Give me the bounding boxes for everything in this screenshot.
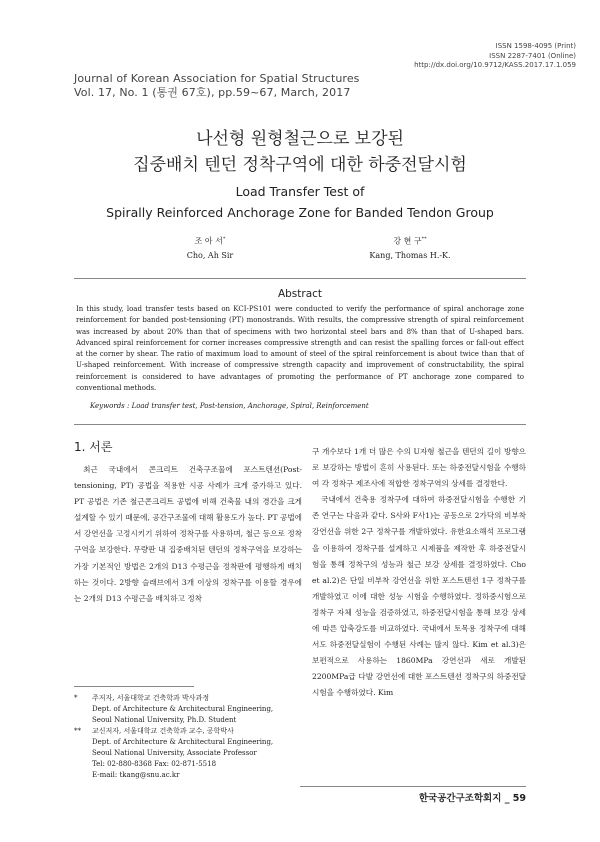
author-1-mark: * — [222, 236, 226, 242]
footnote-2 — [74, 726, 314, 781]
footnote-2-email[interactable]: E-mail: tkang@snu.ac.kr — [92, 771, 180, 779]
keywords: Keywords : Load transfer test, Post-tension, Anchorage, Spiral, Reinforcement — [90, 402, 369, 410]
footnote-1-line: Dept. of Architecture & Architectural Engineering, — [92, 705, 274, 713]
section-heading: 1. 서론 — [74, 440, 113, 454]
issn-block — [414, 42, 576, 71]
footnote-1-line: 주저자, 서울대학교 건축학과 박사과정 — [92, 694, 210, 702]
title-korean-line1: 나선형 원형철근으로 보강된 — [196, 129, 404, 149]
abstract-heading: Abstract — [277, 288, 323, 300]
footnote-2-line: Dept. of Architecture & Architectural Engineering, — [92, 738, 274, 746]
author-2 — [310, 232, 510, 263]
footnote-2-line: Seoul National University, Associate Professor — [92, 749, 257, 757]
footnote-1 — [74, 693, 314, 726]
footnote-2-line: Tel: 02-880-8368 Fax: 02-871-5518 — [92, 760, 217, 768]
title-english-line2: Spirally Reinforced Anchorage Zone for Banded Tendon Group — [106, 205, 494, 220]
author-2-korean: 강 현 구 — [393, 236, 422, 246]
issn-print: ISSN 1598-4095 (Print) — [495, 42, 576, 50]
page-footer: 한국공간구조학회지 _ 59 — [418, 793, 526, 804]
abstract-text: In this study, load transfer tests based on KCI-PS101 were conducted to verify the performance of spiral anchorage zone reinforcement for banded post-tensioning (PT) monostrands. With results, the compressive strength of spiral reinforcement was increased by about 20% than that of specimens with two horizontal steel bars and 8% than that of U-shaped bars. Advanced spiral reinforcement for corner increases compressive strength and can resist the spalling forces or fall-out effect at the corner by shear. The ratio of maximum load to amount of steel of the spiral reinforcement is about twice than that of U-shaped reinforcement. With increase of compressive strength capacity and improvement of constructability, the spiral reinforcement is considered to have advantages of promoting the performance of PT anchorage zone compared to conventional methods. — [76, 305, 524, 393]
right-column — [312, 444, 526, 702]
footnote-1-mark: * — [74, 694, 78, 702]
title-korean-line2: 집중배치 텐던 정착구역에 대한 하중전달시험 — [133, 155, 467, 175]
footnotes — [74, 693, 314, 781]
left-paragraph-1: 최근 국내에서 콘크리트 건축구조물에 포스트텐션(Post-tensioning, PT) 공법을 적용한 시공 사례가 크게 증가하고 있다. PT 공법은 기존 철근콘크리트 공법에 비해 건축물 내의 경간을 크게 설계할 수 있기 때문에, 공간구조물에 대해 활용도가 높다. PT 공법에서 강연선을 고정시키기 위하여 정착구를 사용하며, 철근 등으로 정착구역을 보강한다. 무량판 내 집중배치된 텐던의 정착구역을 보강하는 가장 기본적인 방법은 2개의 D13 수평근을 정착판에 평행하게 배치하는 것이다. 2방향 슬래브에서 3개 이상의 정착구를 이용할 경우에는 2개의 D13 수평근을 배치하고 정착 — [74, 465, 302, 603]
abstract-bottom-rule — [74, 424, 526, 425]
journal-volume: Vol. 17, No. 1 (통권 67호), pp.59~67, March, 2017 — [74, 86, 351, 99]
title-english-line1: Load Transfer Test of — [235, 184, 365, 199]
author-2-english: Kang, Thomas H.-K. — [369, 250, 451, 260]
journal-header — [74, 72, 360, 100]
footnote-rule — [74, 686, 194, 687]
footnote-2-line: 교신저자, 서울대학교 건축학과 교수, 공학박사 — [92, 727, 234, 735]
right-paragraph-2: 국내에서 건축용 정착구에 대하여 하중전달시험을 수행한 기존 연구는 다음과 같다. S사와 F사1)는 공동으로 2가닥의 비부착 강연선을 위한 2구 정착구를 개발하였다. 유한요소해석 프로그램을 이용하여 정착구를 설계하고 시제품을 제작한 후 하중전달시험을 통해 정착구의 성능과 철근 보강 상세를 결정하였다. Cho et al.2)은 단일 비부착 강연선을 위한 포스트텐션 1구 정착구를 개발하였고 이에 대한 성능 시험을 수행하였다. 정하중시험으로 정착구 자체 성능을 검증하였고, 하중전달시험을 통해 보강 상세에 따른 압축강도를 비교하였다. 국내에서 토목용 정착구에 대해서도 하중전달실험이 수행된 사례는 많지 않다. Kim et al.3)은 보편적으로 사용하는 1860MPa 강연선과 새로 개발된 2200MPa급 다발 강연선에 대한 포스트텐션 정착구의 하중전달시험을 수행하였다. Kim — [312, 495, 526, 698]
author-2-mark: ** — [421, 236, 427, 242]
doi-link[interactable]: http://dx.doi.org/10.9712/KASS.2017.17.1.059 — [414, 61, 576, 69]
journal-name: Journal of Korean Association for Spatial Structures — [74, 72, 360, 85]
footer-rule — [300, 786, 526, 787]
author-1-korean: 조 아 서 — [194, 236, 223, 246]
right-paragraph-1: 구 개수보다 1개 더 많은 수의 U자형 철근을 텐던의 길이 방향으로 보강하는 방법이 흔히 사용된다. 또는 하중전달시험을 수행하여 각 정착구 제조사에 적합한 정착구역의 상세를 결정한다. — [312, 447, 526, 489]
abstract-top-rule — [74, 278, 526, 279]
author-1-english: Cho, Ah Sir — [186, 250, 234, 260]
footnote-1-line: Seoul National University, Ph.D. Student — [92, 716, 237, 724]
author-1 — [110, 232, 310, 263]
issn-online: ISSN 2287-7401 (Online) — [489, 51, 576, 60]
left-column — [74, 462, 302, 607]
footnote-2-mark: ** — [74, 727, 81, 735]
